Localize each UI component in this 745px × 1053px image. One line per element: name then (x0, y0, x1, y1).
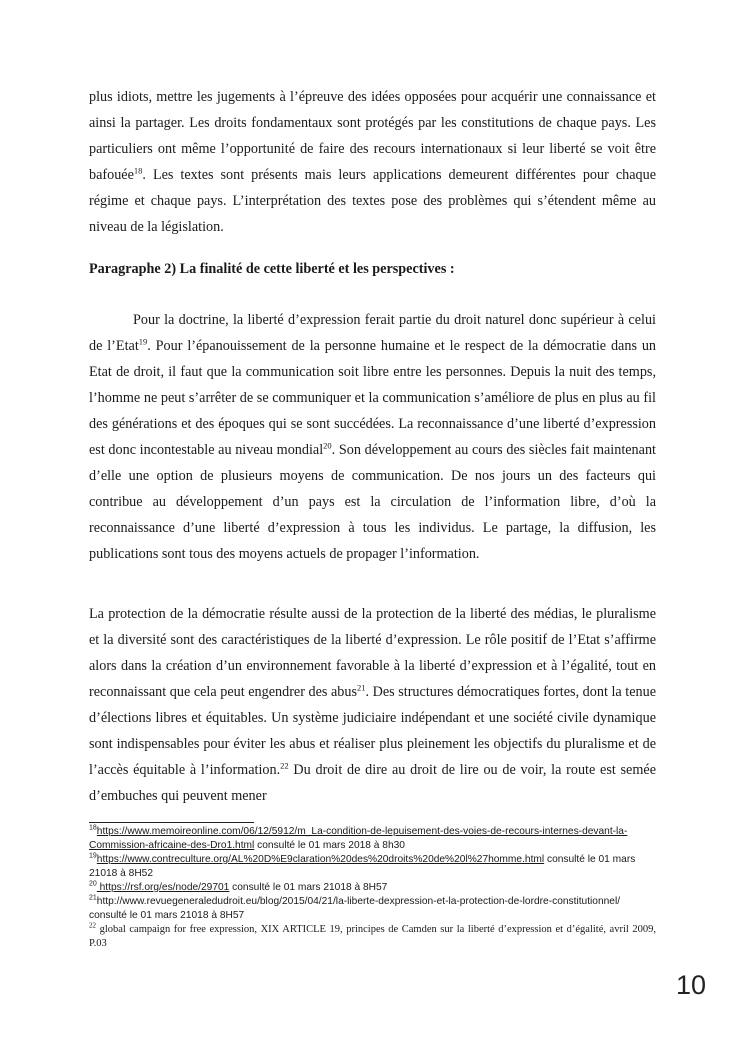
section-heading: Paragraphe 2) La finalité de cette liberté et les perspectives : (89, 261, 455, 277)
paragraph-doctrine (89, 307, 656, 567)
footnote-ref[interactable]: 18 (133, 165, 143, 176)
footnote-number: 19 (89, 852, 97, 860)
footnote-number: 20 (89, 880, 97, 888)
paragraph-text: . Des structures démocratiques fortes, dont la tenue d’élections libres et équitables. Un système judiciaire indépendant et une société civile dynamique sont indispensables pour éviter les abus et réaliser plus pleinement les objectifs du pluralisme et de l’accès équitable à l’information. (89, 684, 657, 778)
paragraph-text: . Les textes sont présents mais leurs applications demeurent différentes pour chaque régime et chaque pays. L’interprétation des textes pose des problèmes qui s’étendent même au niveau de la législation. (89, 167, 656, 235)
footnote-note: consulté le 01 mars 21018 à 8H52 (89, 854, 636, 879)
paragraph-text: . Son développement au cours des siècles fait maintenant d’elle une option de plusieurs moyens de communication. De nos jours un des facteurs qui contribue au développement d’un pays est la circulation de l’information libre, d’où la reconnaissance d’une liberté d’expression à tous les individus. Le partage, la diffusion, les publications sont tous des moyens actuels de propager l’information. (89, 442, 656, 562)
footnote-21 (89, 895, 656, 923)
page-number: 10 (676, 970, 707, 1000)
footnote-separator (89, 822, 254, 823)
footnote-ref[interactable]: 20 (323, 440, 332, 451)
footnote-ref[interactable]: 21 (357, 682, 366, 693)
footnote-number: 22 (89, 921, 96, 930)
footnote-20 (89, 881, 656, 895)
paragraph-text: . Pour l’épanouissement de la personne humaine et le respect de la démocratie dans un Etat de droit, il faut que la communication soit libre entre les personnes. Depuis la nuit des temps, l’homme ne peut s’arrêter de se communiquer et la communication s’améliore de plus en plus au fil des générations et des époques qui se sont succédées. La reconnaissance d’une liberté d’expression est donc incontestable au niveau mondial (89, 338, 657, 458)
paragraph-text: La protection de la démocratie résulte aussi de la protection de la liberté des médias, le pluralisme et la diversité sont des caractéristiques de la liberté d’expression. Le rôle positif de l’Etat s’affirme alors dans la création d’un environnement favorable à la liberté d’expression et à l’égalité, tout en reconnaissant que cela peut engendrer des abus (89, 606, 656, 700)
footnote-ref[interactable]: 22 (280, 760, 289, 771)
paragraph-democracy (89, 601, 656, 809)
paragraph-continuation (89, 84, 656, 240)
footnote-link[interactable]: https://rsf.org/es/node/29701 (96, 882, 230, 893)
footnote-link[interactable]: http://www.revuegeneraledudroit.eu/blog/2015/04/21/la-liberte-dexpression-et-la-protection-de-lordre-constitutionnel/ (96, 896, 621, 907)
footnotes (89, 825, 656, 951)
paragraph-text: Pour la doctrine, la liberté d’expression ferait partie du droit naturel donc supérieur à celui de l’Etat (89, 312, 656, 354)
paragraph-text: plus idiots, mettre les jugements à l’épreuve des idées opposées pour acquérir une connaissance et ainsi la partager. Les droits fondamentaux sont protégés par les constitutions de chaque pays. Les particuliers ont même l’opportunité de faire des recours internationaux si leur liberté se voit être bafouée (89, 89, 656, 183)
paragraph-text: Du droit de dire au droit de lire ou de voir, la route est semée d’embuches qui peuvent mener (89, 762, 656, 804)
footnote-link[interactable]: https://www.contreculture.org/AL%20D%E9claration%20des%20droits%20de%20l%27homme.html (96, 854, 545, 865)
footnote-note: consulté le 01 mars 21018 à 8H57 (229, 882, 388, 893)
footnote-note: consulté le 01 mars 21018 à 8H57 (89, 910, 245, 921)
footnote-ref[interactable]: 19 (138, 336, 148, 347)
footnote-number: 21 (89, 894, 97, 902)
footnote-link[interactable]: https://www.memoireonline.com/06/12/5912/m_La-condition-de-lepuisement-des-voies-de-recours-internes-devant-la-Commission-africaine-des-Dro1.html (89, 826, 628, 851)
footnote-22 (89, 923, 656, 951)
footnote-note: consulté le 01 mars 2018 à 8h30 (254, 840, 405, 851)
footnote-18 (89, 825, 656, 853)
footnote-note: global campaign for free expression, XIX ARTICLE 19, principes de Camden sur la liberté d’expression et d’égalité, avril 2009, P.03 (89, 924, 656, 949)
footnote-19 (89, 853, 656, 881)
footnote-number: 18 (89, 824, 97, 832)
